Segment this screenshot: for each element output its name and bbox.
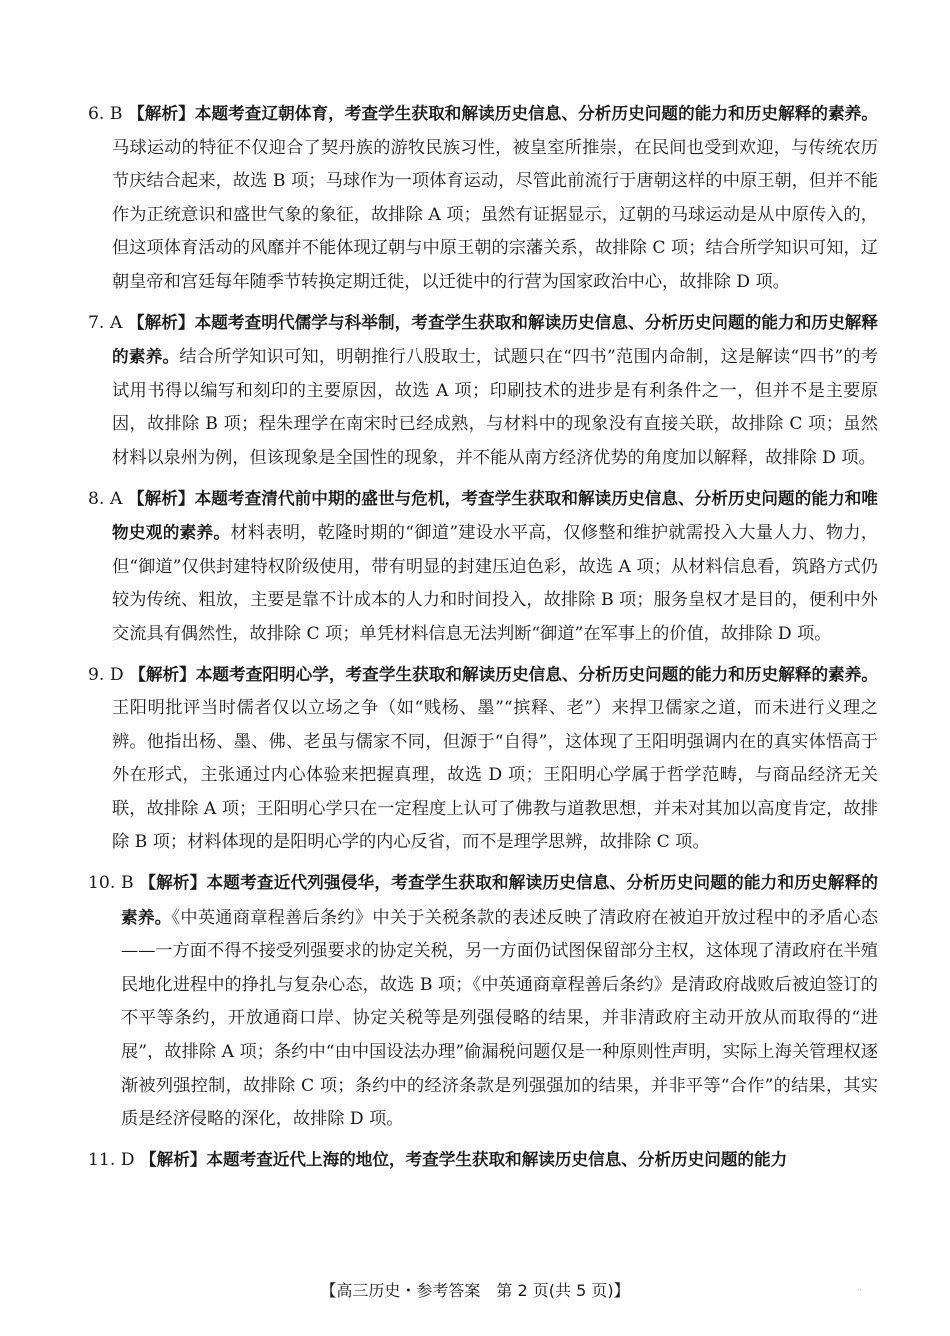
item-number: 8. A: [88, 488, 123, 509]
analysis-tag: 【解析】: [127, 488, 195, 508]
answer-item-6: [88, 97, 878, 300]
item-lead: 本题考查阳明心学，考查学生获取和解读历史信息、分析历史问题的能力和历史解释的素养。: [195, 664, 878, 684]
item-lead: 本题考查明代儒学与科举制，考查学生获取和解读历史信息、分析历史问题的能力和历史解释的素养。: [112, 312, 879, 367]
analysis-tag: 【解析】: [129, 664, 196, 684]
analysis-tag: 【解析】: [128, 104, 195, 123]
item-lead: 本题考查近代上海的地位，考查学生获取和解读历史信息、分析历史问题的能力: [206, 1149, 788, 1169]
answer-item-9: [88, 658, 878, 861]
item-body: 材料表明，乾隆时期的“御道”建设水平高，仅修整和维护就需投入大量人力、物力，但“御道”仅供封建特权阶级使用，带有明显的封建压迫色彩，故选 A 项；从材料信息看，筑路方式仍较为传统、粗放，主要是靠不计成本的人力和时间投入，故排除 B 项；服务皇权才是目的，便利中外交流具有偶然性，故排除 C 项；单凭材料信息无法判断“御道”在军事上的价值，故排除 D 项。: [112, 523, 879, 644]
item-body: 王阳明批评当时儒者仅以立场之争（如“贱杨、墨”“摈释、老”）来捍卫儒家之道，而未进行义理之辨。他指出杨、墨、佛、老虽与儒家不同，但源于“自得”，这体现了王阳明强调内在的真实体悟高于外在形式，主张通过内心体验来把握真理，故选 D 项；王阳明心学属于哲学范畴，与商品经济无关联，故排除 A 项；王阳明心学只在一定程度上认可了佛教与道教思想，并未对其加以高度肯定，故排除 B 项；材料体现的是阳明心学的内心反省，而不是理学思辨，故排除 C 项。: [112, 698, 878, 853]
item-body: 结合所学知识可知，明朝推行八股取士，试题只在“四书”范围内命制，这是解读“四书”的考试用书得以编写和刻印的主要原因，故选 A 项；印刷技术的进步是有利条件之一，但并不是主要原因，故排除 B 项；程朱理学在南宋时已经成熟，与材料中的现象没有直接关联，故排除 C 项；虽然材料以泉州为例，但该现象是全国性的现象，并不能从南方经济优势的角度加以解释，故排除 D 项。: [112, 347, 879, 468]
item-body: 《中英通商章程善后条约》中关于关税条款的表述反映了清政府在被迫开放过程中的矛盾心态——一方面不得不接受列强要求的协定关税，另一方面仍试图保留部分主权，这体现了清政府在半殖民地化进程中的挣扎与复杂心态，故选 B 项；《中英通商章程善后条约》是清政府战败后被迫签订的不平等条约，开放通商口岸、协定关税等是列强侵略的结果，并非清政府主动开放从而取得的“进展”，故排除 A 项；条约中“由中国设法办理”偷漏税问题仅是一种原则性声明，实际上海关管理权逐渐被列强控制，故排除 C 项；条约中的经济条款是列强强加的结果，并非平等“合作”的结果，其实质是经济侵略的深化，故排除 D 项。: [121, 907, 879, 1130]
analysis-tag: 【解析】: [140, 1149, 207, 1169]
item-number: 6. B: [88, 104, 123, 124]
item-lead: 本题考查清代前中期的盛世与危机，考查学生获取和解读历史信息、分析历史问题的能力和唯物史观的素养。: [112, 488, 879, 543]
item-number: 10. B: [88, 873, 134, 894]
answer-item-7: [88, 306, 878, 476]
page-footer: 【高三历史・参考答案 第 2 页(共 5 页)】: [320, 1281, 630, 1300]
footer-mark: ··: [856, 1286, 862, 1295]
answer-item-8: [88, 482, 878, 652]
item-number: 7. A: [88, 312, 123, 333]
answer-list: [88, 97, 878, 1183]
item-lead: 本题考查近代列强侵华，考查学生获取和解读历史信息、分析历史问题的能力和历史解释的素养。: [121, 873, 879, 927]
item-number: 11. D: [88, 1149, 135, 1170]
item-number: 9. D: [88, 664, 124, 685]
analysis-tag: 【解析】: [139, 873, 207, 893]
answer-item-11: [88, 1143, 878, 1178]
item-body: 马球运动的特征不仅迎合了契丹族的游牧民族习性，被皇室所推崇，在民间也受到欢迎，与传统农历节庆结合起来，故选 B 项；马球作为一项体育运动，尽管此前流行于唐朝这样的中原王朝，但并不能作为正统意识和盛世气象的象征，故排除 A 项；虽然有证据显示，辽朝的马球运动是从中原传入的，但这项体育活动的风靡并不能体现辽朝与中原王朝的宗藩关系，故排除 C 项；结合所学知识可知，辽朝皇帝和宫廷每年随季节转换定期迁徙，以迁徙中的行营为国家政治中心，故排除 D 项。: [112, 137, 878, 292]
item-lead: 本题考查辽朝体育，考查学生获取和解读历史信息、分析历史问题的能力和历史解释的素养。: [194, 104, 879, 123]
answer-item-10: [88, 866, 878, 1137]
analysis-tag: 【解析】: [127, 312, 195, 332]
